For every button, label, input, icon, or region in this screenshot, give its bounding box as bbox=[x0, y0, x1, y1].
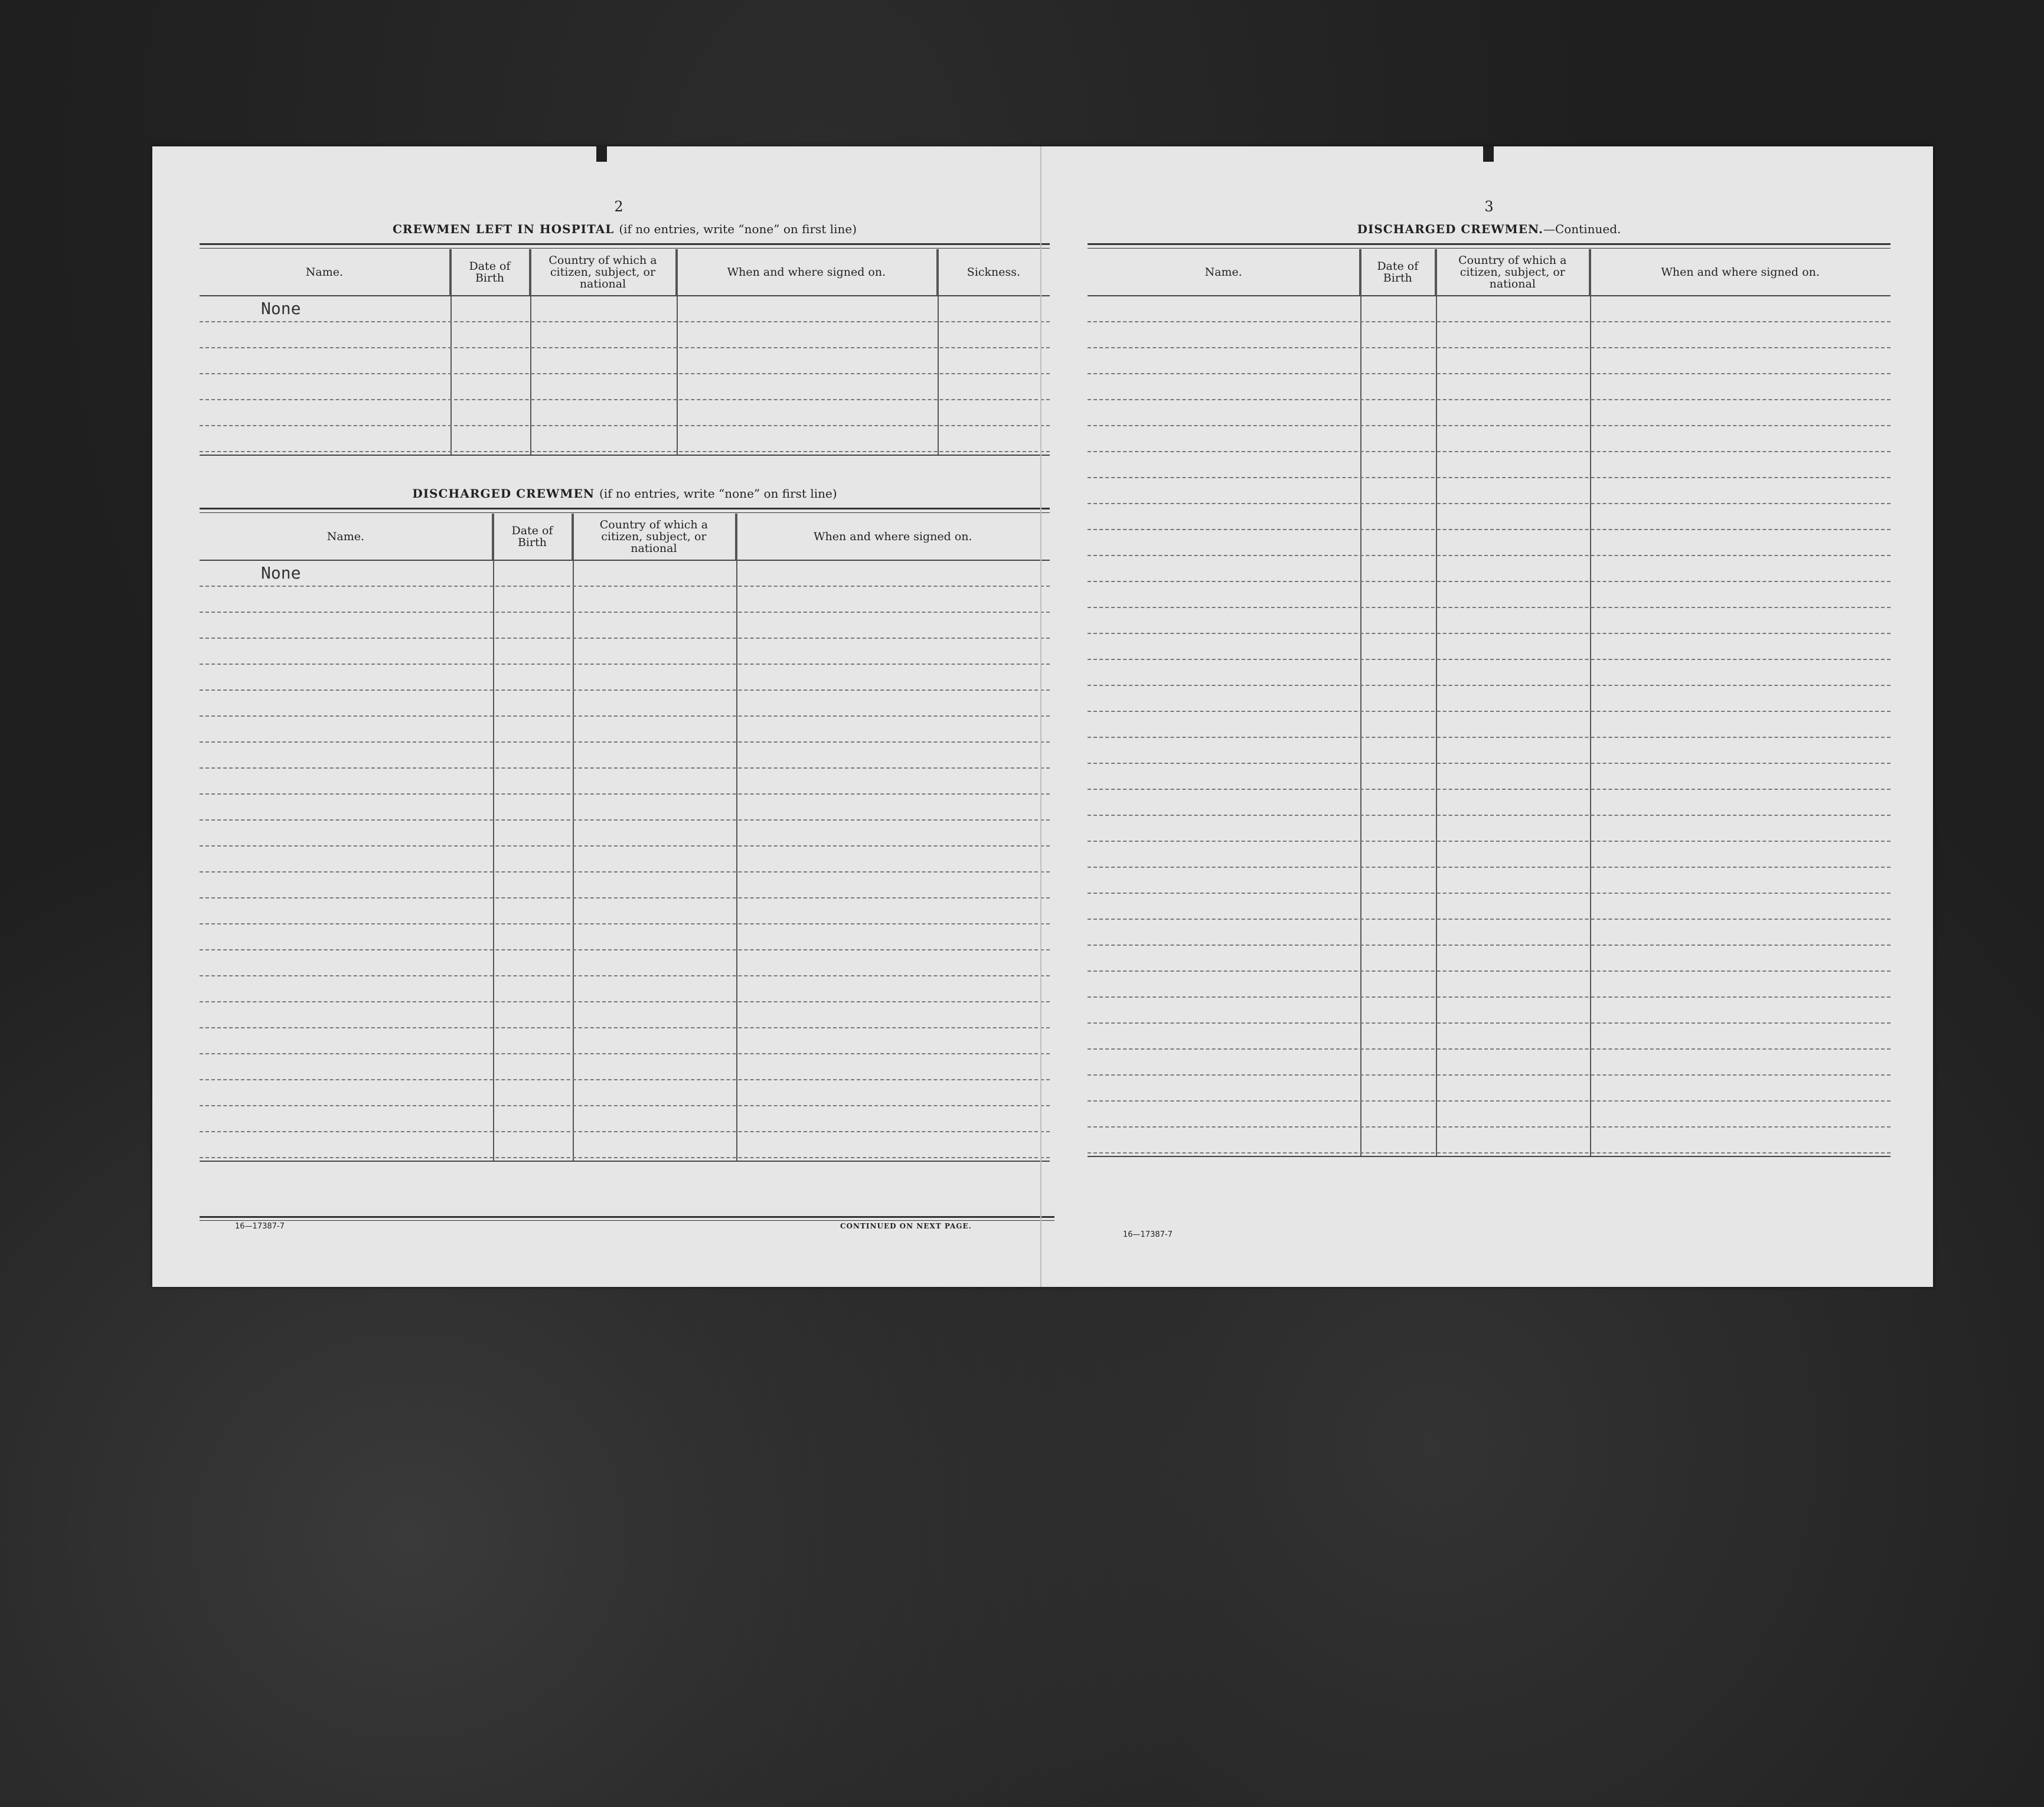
table-row bbox=[1088, 660, 1890, 686]
table-row bbox=[1088, 842, 1890, 868]
column-header: Date of Birth bbox=[450, 249, 530, 295]
table-row bbox=[1088, 894, 1890, 920]
form-number: 16—17387-7 bbox=[235, 1222, 285, 1231]
table-row bbox=[200, 1054, 1050, 1080]
column-header: Country of which a citizen, subject, or national bbox=[1436, 249, 1590, 295]
table-row bbox=[1088, 1050, 1890, 1076]
column-header: Country of which a citizen, subject, or national bbox=[573, 514, 736, 560]
table-row bbox=[200, 374, 1050, 400]
left-page bbox=[200, 146, 1050, 1287]
table-row bbox=[1088, 764, 1890, 790]
table-row bbox=[1088, 946, 1890, 972]
table-row bbox=[200, 322, 1050, 348]
table-row bbox=[1088, 322, 1890, 348]
page-fold bbox=[1040, 146, 1041, 1287]
table-row bbox=[1088, 426, 1890, 452]
handwritten-entry: None bbox=[261, 299, 301, 318]
table-row bbox=[1088, 1102, 1890, 1128]
table-row bbox=[1088, 1076, 1890, 1102]
table-row bbox=[200, 795, 1050, 821]
table-row bbox=[200, 639, 1050, 665]
table-header bbox=[200, 514, 1050, 560]
table-row bbox=[1088, 868, 1890, 894]
table-row bbox=[200, 613, 1050, 639]
table-row bbox=[200, 976, 1050, 1002]
table-row bbox=[1088, 634, 1890, 660]
table-row bbox=[200, 400, 1050, 426]
discharged-title-text: DISCHARGED CREWMEN bbox=[412, 486, 595, 501]
table-row bbox=[200, 873, 1050, 898]
table-row bbox=[1088, 452, 1890, 478]
page-number: 3 bbox=[1484, 198, 1494, 215]
table-row bbox=[1088, 686, 1890, 712]
table-row bbox=[1088, 504, 1890, 530]
table-row bbox=[200, 898, 1050, 924]
handwritten-entry: None bbox=[261, 563, 301, 583]
table-row bbox=[200, 296, 1050, 322]
table-row bbox=[1088, 530, 1890, 556]
table-row bbox=[200, 587, 1050, 613]
column-header: Country of which a citizen, subject, or national bbox=[530, 249, 677, 295]
column-header: When and where signed on. bbox=[814, 530, 972, 543]
hospital-title-text: CREWMEN LEFT IN HOSPITAL bbox=[393, 222, 615, 236]
column-header: Date of Birth bbox=[493, 514, 573, 560]
table-row bbox=[1088, 1128, 1890, 1154]
table-row bbox=[200, 1002, 1050, 1028]
table-row bbox=[1088, 738, 1890, 764]
table-row bbox=[200, 717, 1050, 743]
continued-note: CONTINUED ON NEXT PAGE. bbox=[840, 1222, 972, 1230]
footer-rule bbox=[200, 1216, 1054, 1218]
table-row bbox=[1088, 790, 1890, 816]
table-row bbox=[200, 769, 1050, 795]
table-bottom-rule bbox=[200, 455, 1050, 456]
hospital-section-title bbox=[200, 222, 1050, 236]
table-row bbox=[1088, 712, 1890, 738]
table-row bbox=[1088, 478, 1890, 504]
table-top-rule bbox=[200, 508, 1050, 509]
hospital-subtitle-text: (if no entries, write “none” on first line) bbox=[619, 222, 857, 236]
form-number: 16—17387-7 bbox=[1123, 1230, 1173, 1239]
table-row bbox=[1088, 998, 1890, 1024]
table-row bbox=[200, 924, 1050, 950]
table-row bbox=[200, 1132, 1050, 1158]
column-header: Sickness. bbox=[967, 266, 1021, 279]
column-header: Name. bbox=[200, 514, 493, 560]
table-row bbox=[1088, 1024, 1890, 1050]
continued-table bbox=[1088, 243, 1890, 1235]
table-row bbox=[200, 348, 1050, 374]
table-row bbox=[1088, 920, 1890, 946]
table-row bbox=[200, 1028, 1050, 1054]
table-row bbox=[200, 561, 1050, 587]
right-page bbox=[1088, 146, 1890, 1287]
table-header bbox=[1088, 249, 1890, 295]
table-row bbox=[1088, 608, 1890, 634]
table-top-rule bbox=[1088, 243, 1890, 245]
continued-subtitle-text: —Continued. bbox=[1543, 222, 1621, 236]
table-row bbox=[1088, 816, 1890, 842]
table-row bbox=[200, 743, 1050, 769]
table-row bbox=[200, 1080, 1050, 1106]
table-row bbox=[200, 1106, 1050, 1132]
table-top-rule bbox=[200, 243, 1050, 245]
discharged-table bbox=[200, 508, 1050, 1157]
column-header: Name. bbox=[200, 249, 450, 295]
table-row bbox=[200, 950, 1050, 976]
column-header: Name. bbox=[1088, 249, 1360, 295]
table-row bbox=[1088, 556, 1890, 582]
column-header: When and where signed on. bbox=[677, 249, 938, 295]
table-row bbox=[200, 426, 1050, 452]
column-header: Date of Birth bbox=[1360, 249, 1436, 295]
table-row bbox=[200, 847, 1050, 873]
page-number: 2 bbox=[614, 198, 623, 215]
table-row bbox=[200, 665, 1050, 691]
column-header: When and where signed on. bbox=[1661, 266, 1820, 279]
table-row bbox=[200, 821, 1050, 847]
continued-section-title bbox=[1088, 222, 1890, 236]
table-row bbox=[1088, 972, 1890, 998]
discharged-section-title bbox=[200, 486, 1050, 501]
table-row bbox=[1088, 374, 1890, 400]
table-row bbox=[1088, 348, 1890, 374]
table-row bbox=[1088, 582, 1890, 608]
table-row bbox=[1088, 400, 1890, 426]
table-bottom-rule bbox=[1088, 1156, 1890, 1157]
table-row bbox=[1088, 296, 1890, 322]
table-header bbox=[200, 249, 1050, 295]
discharged-subtitle-text: (if no entries, write “none” on first line) bbox=[599, 486, 837, 501]
continued-title-text: DISCHARGED CREWMEN. bbox=[1357, 222, 1543, 236]
table-bottom-rule bbox=[200, 1161, 1050, 1162]
table-row bbox=[200, 691, 1050, 717]
form-sheet bbox=[152, 146, 1933, 1287]
